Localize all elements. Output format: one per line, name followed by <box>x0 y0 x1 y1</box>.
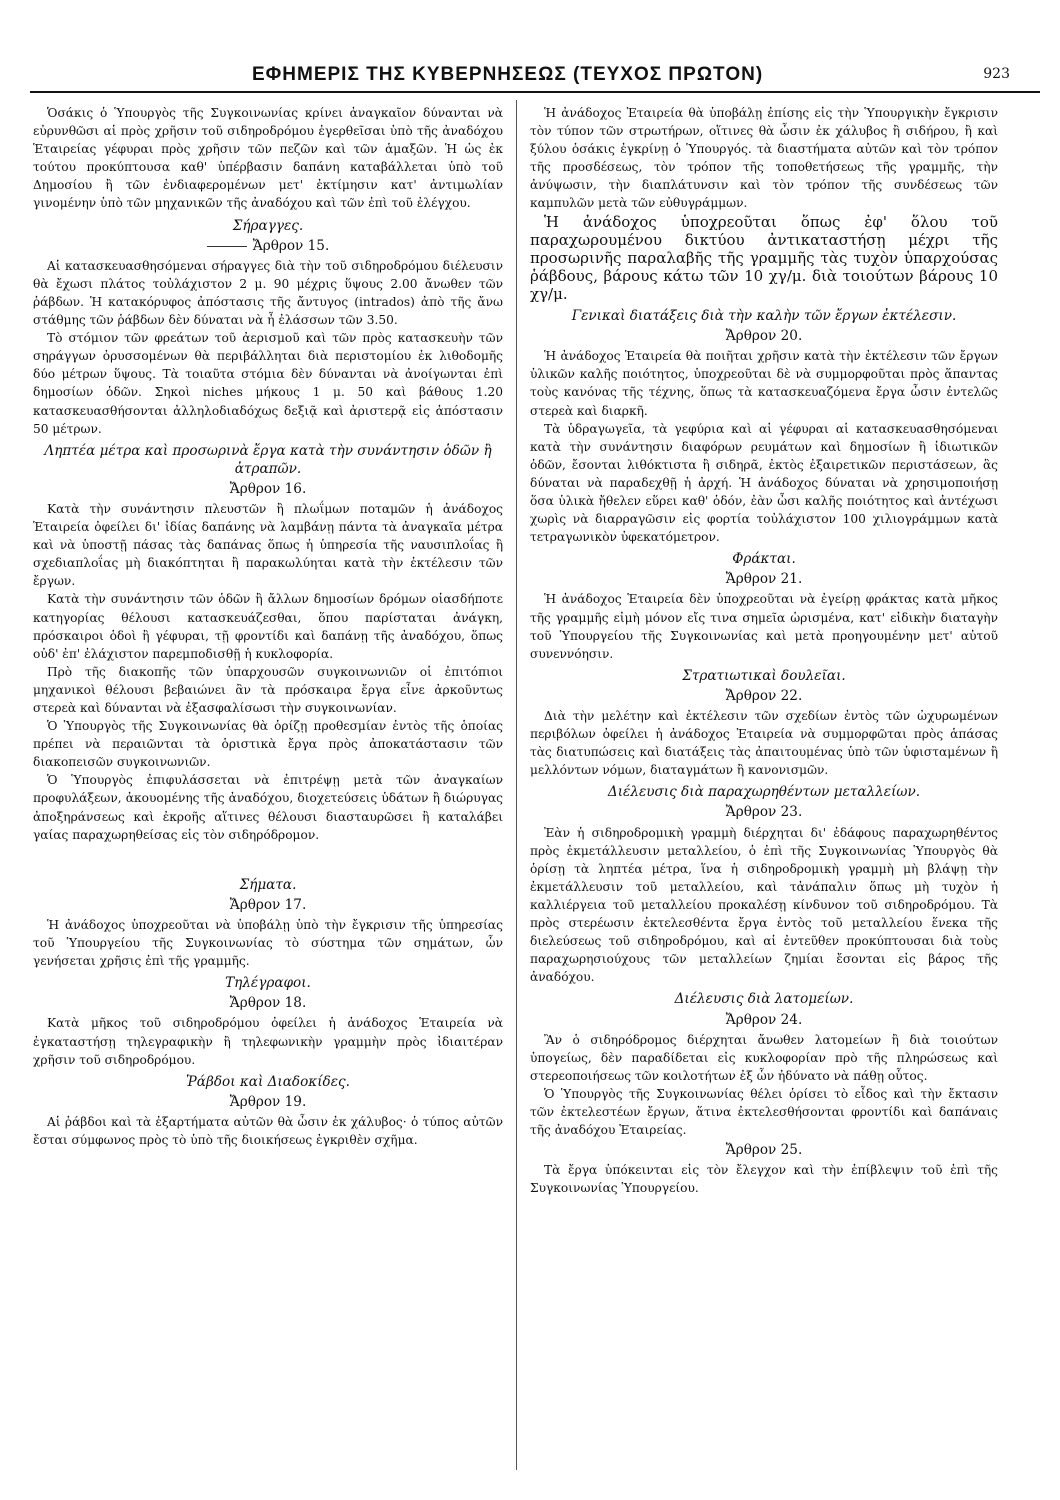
paragraph: Ὁ Ὑπουργὸς τῆς Συγκοινωνίας θὰ ὁρίζῃ προθεσμίαν ἐντὸς τῆς ὁποίας πρέπει νὰ περαιῶνται τὰ ὁριστικὰ ἔργα πρὸς ἀποκατάστασιν τῶν διακοπεισῶν συγκοινωνιῶν. <box>33 719 503 770</box>
paragraph: Τὸ στόμιον τῶν φρεάτων τοῦ ἀερισμοῦ καὶ τῶν πρὸς κατασκευὴν τῶν σηράγγων ὀρυσσομένων θὰ περιβάλληται διὰ περιστομίου ἐκ λιθοδομῆς δύο μέτρων ὕψους. Τὰ τοιαῦτα στόμια δὲν δύνανται νὰ ἀνοίγωνται ἐπὶ δημοσίων ὁδῶν. Σηκοὶ niches μήκους 1 μ. 50 καὶ βάθους 1.20 κατασκευασθήσονται ἀλληλοδιαδόχως δεξιᾷ καὶ ἀριστερᾷ εἰς ἀπόστασιν 50 μέτρων. <box>33 331 503 436</box>
paragraph: Διὰ τὴν μελέτην καὶ ἐκτέλεσιν τῶν σχεδίων ἐντὸς τῶν ὠχυρωμένων περιβόλων ὀφείλει ἡ ἀνάδοχος Ἑταιρεία νὰ συμμορφῶται πρὸς ἁπάσας τὰς διατυπώσεις καὶ διατάξεις τὰς ἀπαιτουμένας ὑπὸ τῶν ὑφισταμένων ἢ μελλόντων νόμων, διαταγμάτων ἢ κανονισμῶν. <box>530 709 998 778</box>
paragraph: Ὁ Ὑπουργὸς ἐπιφυλάσσεται νὰ ἐπιτρέψῃ μετὰ τῶν ἀναγκαίων προφυλάξεων, ἀκουομένης τῆς ἀναδόχου, διοχετεύσεις ὑδάτων ἢ διώρυγας ἀποξηράνσεως καὶ ἐκροῆς αἵτινες θέλουσι διασταυρῶσει ἢ καταλάβει γαίας παραχωρηθείσας εἰς τὸν σιδηρόδρομον. <box>33 773 503 842</box>
article-heading: Ἄρθρον 24. <box>725 1011 803 1028</box>
page-header <box>30 64 1030 94</box>
article-heading: Ἄρθρον 21. <box>725 571 803 588</box>
paragraph: Ἡ ἀνάδοχος Ἑταιρεία δὲν ὑποχρεοῦται νὰ ἐγείρῃ φράκτας κατὰ μῆκος τῆς γραμμῆς εἰμὴ μόνον εἴς τινα σημεῖα ὡρισμένα, κατ' εἰδικὴν διαταγὴν τοῦ Ὑπουργείου τῆς Συγκοινωνίας καὶ μετὰ προηγουμένην μετ' αὐτοῦ συνεννόησιν. <box>530 592 998 661</box>
section-heading: Διέλευσις διὰ λατομείων. <box>674 991 854 1008</box>
article-heading: Ἄρθρον 20. <box>725 328 803 345</box>
section-heading: Διέλευσις διὰ παραχωρηθέντων μεταλλείων. <box>607 784 921 801</box>
article-heading: Ἄρθρον 19. <box>229 1093 307 1110</box>
article-heading: Ἄρθρον 18. <box>229 995 307 1012</box>
section-heading: Στρατιωτικαὶ δουλεῖαι. <box>682 667 846 684</box>
article-heading: Ἄρθρον 17. <box>229 896 307 913</box>
spacer <box>33 844 503 872</box>
left-column <box>33 104 503 1149</box>
paragraph: Ἡ ἀνάδοχος Ἑταιρεία θὰ ποιῆται χρῆσιν κατὰ τὴν ἐκτέλεσιν τῶν ἔργων ὑλικῶν καλῆς ποιότητος, ὑποχρεοῦται δὲ νὰ συμμορφοῦται πρὸς ἅπαντας τοὺς κανόνας τῆς τέχνης, ὅπως τὰ κατασκευαζόμενα ἔργα ὦσιν ἐντελῶς στερεὰ καὶ διαρκῆ. <box>530 349 998 418</box>
paragraph: Ὁσάκις ὁ Ὑπουργὸς τῆς Συγκοινωνίας κρίνει ἀναγκαῖον δύνανται νὰ εὐρυνθῶσι αἱ πρὸς χρῆσιν τοῦ σιδηροδρόμου ἐγερθεῖσαι ὑπὸ τῆς ἀναδόχου Ἑταιρείας γέφυραι πρὸς χρῆσιν τῶν πεζῶν καὶ τῶν ἁμαξῶν. Ἡ ὡς ἐκ τούτου προκύπτουσα καθ' ὑπέρβασιν δαπάνη καταβάλλεται ὑπὸ τοῦ Δημοσίου ἢ τῶν ἐνδιαφερομένων μετ' ἐκτίμησιν κατ' ἀντιμωλίαν γινομένην ὑπὸ τῶν μηχανικῶν τῆς ἀναδόχου καὶ τῶν ἐπὶ τοῦ ἐλέγχου. <box>33 106 503 211</box>
paragraph: Τὰ ἔργα ὑπόκεινται εἰς τὸν ἔλεγχον καὶ τὴν ἐπίβλεψιν τοῦ ἐπὶ τῆς Συγκοινωνίας Ὑπουργείου. <box>530 1163 998 1196</box>
header-rule <box>30 91 1040 93</box>
paragraph: Ἡ ἀνάδοχος ὑποχρεοῦται ὅπως ἐφ' ὅλου τοῦ παραχωρουμένου δικτύου ἀντικαταστήσῃ μέχρι τῆς προσωρινῆς παραλαβῆς τῆς γραμμῆς τὰς τυχὸν ὑπαρχούσας ῥάβδους, βάρους κάτω τῶν 10 χγ/μ. διὰ τοιούτων βάρους 10 χγ/μ. <box>530 212 998 303</box>
page-number: 923 <box>983 66 1010 82</box>
section-heading: Σήματα. <box>239 876 297 893</box>
paragraph: Αἱ ῥάβδοι καὶ τὰ ἐξαρτήματα αὐτῶν θὰ ὦσιν ἐκ χάλυβος· ὁ τύπος αὐτῶν ἔσται σύμφωνος πρὸς τὸ ὑπὸ τῆς διοικήσεως ἐγκριθὲν σχῆμα. <box>33 1114 503 1147</box>
section-heading: Ῥάβδοι καὶ Διαδοκίδες. <box>186 1073 350 1090</box>
section-heading: Φράκται. <box>732 551 796 568</box>
section-heading: Ληπτέα μέτρα καὶ προσωρινὰ ἔργα κατὰ τὴν συνάντησιν ὁδῶν ἢ ἀτραπῶν. <box>44 442 492 477</box>
gazette-title: ΕΦΗΜΕΡΙΣ ΤΗΣ ΚΥΒΕΡΝΗΣΕΩΣ (ΤΕΥΧΟΣ ΠΡΩΤΟΝ) <box>252 64 764 85</box>
column-divider <box>516 100 517 1470</box>
article-label: Ἄρθρον 15. <box>252 237 330 254</box>
article-heading: Ἄρθρον 22. <box>725 687 803 704</box>
section-heading: Γενικαὶ διατάξεις διὰ τὴν καλὴν τῶν ἔργων ἐκτέλεσιν. <box>571 308 957 325</box>
paragraph: Κατὰ μῆκος τοῦ σιδηροδρόμου ὀφείλει ἡ ἀνάδοχος Ἑταιρεία νὰ ἐγκαταστήσῃ τηλεγραφικὴν ἢ τηλεφωνικὴν γραμμὴν πρὸς ἰδιαιτέραν χρῆσιν τοῦ σιδηροδρόμου. <box>33 1016 503 1067</box>
paragraph: Πρὸ τῆς διακοπῆς τῶν ὑπαρχουσῶν συγκοινωνιῶν οἱ ἐπιτόπιοι μηχανικοὶ θέλουσι βεβαιώνει ἂν τὰ πρόσκαιρα ἔργα εἶνε ἀρκοῦντως στερεὰ καὶ δύνανται νὰ ἐξασφαλίσωσι τὴν συγκοινωνίαν. <box>33 664 503 715</box>
paragraph: Ἐὰν ἡ σιδηροδρομικὴ γραμμὴ διέρχηται δι' ἐδάφους παραχωρηθέντος πρὸς ἐκμετάλλευσιν μεταλλείου, ὁ ἐπὶ τῆς Συγκοινωνίας Ὑπουργὸς θὰ ὁρίσῃ τὰ ληπτέα μέτρα, ἵνα ἡ σιδηροδρομικὴ γραμμὴ μὴ βλάψῃ τὴν ἐκμετάλλευσιν τοῦ μεταλλείου, καὶ τἀνάπαλιν ὅπως μὴ τυχὸν ἡ καλλιέργεια τοῦ μεταλλείου προκαλέσῃ κίνδυνον τοῦ σιδηροδρόμου. Τὰ πρὸς στερέωσιν ἐκτελεσθέντα ἔργα ἐντὸς τοῦ μεταλλείου ἕνεκα τῆς διελεύσεως τοῦ σιδηροδρόμου, καὶ αἱ ἐντεῦθεν προκύπτουσαι διὰ τοὺς παραχωρησιούχους τῶν μεταλλείων ζημίαι ἔσονται εἰς βάρος τῆς ἀναδόχου. <box>530 825 998 985</box>
paragraph: Κατὰ τὴν συνάντησιν τῶν ὁδῶν ἢ ἄλλων δημοσίων δρόμων οἱασδήποτε κατηγορίας θέλουσι κατασκευάζεσθαι, ὅπου παρίσταται ἀνάγκη, πρόσκαιροι ὁδοὶ ἢ γέφυραι, τῇ φροντίδι καὶ δαπάνῃ τῆς ἀναδόχου, ὅπως οὐδ' ἐπ' ἐλάχιστον παρεμποδισθῇ ἡ κυκλοφορία. <box>33 592 503 661</box>
paragraph: Τὰ ὑδραγωγεῖα, τὰ γεφύρια καὶ αἱ γέφυραι αἱ κατασκευασθησόμεναι κατὰ τὴν συνάντησιν διαφόρων ρευμάτων καὶ δημοσίων ἢ ἰδιωτικῶν ὁδῶν, ἔσονται λιθόκτιστα ἢ σιδηρᾶ, ἐκτὸς ἐξαιρετικῶν περιστάσεων, ἃς δύναται νὰ παραδεχθῇ ἡ ἀρχή. Ἡ ἀνάδοχος δύναται νὰ χρησιμοποιήσῃ ὅσα ὑλικὰ ἤθελεν εὕρει καθ' ὁδόν, ἐὰν ὦσι καλῆς ποιότητος καὶ ἀντέχωσι χωρὶς νὰ διαρραγῶσιν εἰς φορτία τοὐλάχιστον 100 χιλιογράμμων κατὰ τετραγωνικὸν ὑφεκατόμετρον. <box>530 421 998 545</box>
article-heading <box>33 237 503 255</box>
article-heading: Ἄρθρον 25. <box>725 1142 803 1159</box>
paragraph: Ἂν ὁ σιδηρόδρομος διέρχηται ἄνωθεν λατομείων ἢ διὰ τοιούτων ὑπογείως, δὲν παραδίδεται εἰς κυκλοφορίαν πρὸ τῆς πληρώσεως καὶ στερεοποιήσεως τῶν κοιλοτήτων ἐξ ὧν ἠδύνατο νὰ πάθῃ οὗτος. <box>530 1032 998 1083</box>
article-heading: Ἄρθρον 16. <box>229 480 307 497</box>
paragraph: Ἡ ἀνάδοχος ὑποχρεοῦται νὰ ὑποβάλῃ ὑπὸ τὴν ἔγκρισιν τῆς ὑπηρεσίας τοῦ Ὑπουργείου τῆς Συγκοινωνίας τὸ σύστημα τῶν σημάτων, ὧν γενήσεται χρῆσις ἐπὶ τῆς γραμμῆς. <box>33 917 503 969</box>
short-rule <box>207 246 247 247</box>
section-heading: Σήραγγες. <box>232 217 304 234</box>
paragraph: Ἡ ἀνάδοχος Ἑταιρεία θὰ ὑποβάλῃ ἐπίσης εἰς τὴν Ὑπουργικὴν ἔγκρισιν τὸν τύπον τῶν στρωτήρων, οἵτινες θὰ ὦσιν ἐκ χάλυβος ἢ σιδήρου, ἢ καὶ ξύλου ὁσάκις ἐγκρίνῃ ὁ Ὑπουργός. τὰ διαστήματα αὐτῶν καὶ τὸν τρόπον τῆς προσδέσεως, τὸν τρόπον τῆς τοποθετήσεως τῆς γραμμῆς, τὴν ἀνύψωσιν, τὴν διαπλάτυνσιν καὶ τὸν τρόπον τῆς συνδέσεως τῶν καμπυλῶν μετὰ τῶν εὐθυγράμμων. <box>530 106 998 211</box>
paragraph: Αἱ κατασκευασθησόμεναι σήραγγες διὰ τὴν τοῦ σιδηροδρόμου διέλευσιν θὰ ἔχωσι πλάτος τοὐλάχιστον 2 μ. 90 μέχρις ὕψους 2.00 ἄνωθεν τῶν ῥάβδων. Ἡ κατακόρυφος ἀπόστασις τῆς ἄντυγος (intrados) ἀπὸ τῆς ἄνω στάθμης τῶν ῥάβδων δὲν δύναται νὰ ἦ ἐλάσσων τῶν 3.50. <box>33 258 503 328</box>
paragraph: Κατὰ τὴν συνάντησιν πλευστῶν ἢ πλωΐμων ποταμῶν ἡ ἀνάδοχος Ἑταιρεία ὀφείλει δι' ἰδίας δαπάνης νὰ λαμβάνῃ πάντα τὰ ἀναγκαῖα μέτρα καὶ νὰ ὑποστῇ πάσας τὰς δαπάνας ὅπως ἡ ὑπηρεσία τῆς ναυσιπλοΐας ἢ σχεδιαπλοΐας μὴ διακόπτηται ἢ παρακωλύηται κατὰ τὴν ἐκτέλεσιν τῶν ἔργων. <box>33 501 503 589</box>
article-heading: Ἄρθρον 23. <box>725 804 803 821</box>
paragraph: Ὁ Ὑπουργὸς τῆς Συγκοινωνίας θέλει ὁρίσει τὸ εἶδος καὶ τὴν ἔκτασιν τῶν ἐκτελεστέων ἔργων, ἅτινα ἐκτελεσθήσονται φροντίδι καὶ δαπάναις τῆς ἀναδόχου Ἑταιρείας. <box>530 1086 998 1138</box>
section-heading: Τηλέγραφοι. <box>225 975 311 992</box>
right-column <box>530 104 998 1197</box>
